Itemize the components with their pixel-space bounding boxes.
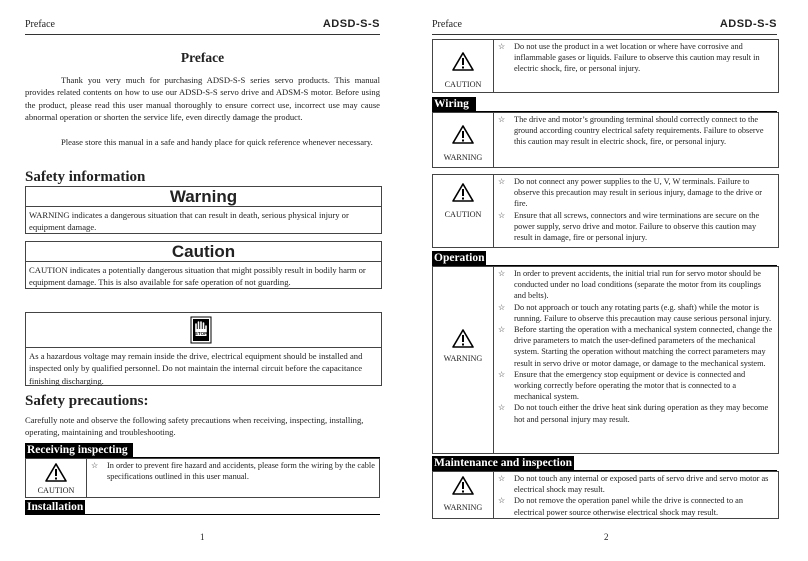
list-item: ☆ Ensure that the emergency stop equipment or device is connected and working correctly before operating the motor that is connected to a mechanical system. <box>498 369 746 402</box>
maintenance-table <box>432 471 779 519</box>
list-item: ☆ Do not touch either the drive heat sink during operation as they may become hot and personal injury may result. <box>498 403 769 424</box>
warning-text: WARNING indicates a dangerous situation that can result in death, serious physical injury or equipment damage. <box>29 210 349 233</box>
warning-triangle-icon <box>452 476 474 495</box>
page-2 <box>404 0 808 561</box>
stop-hand-icon <box>190 316 212 344</box>
header-right: ADSD-S-S <box>322 18 380 30</box>
page-number: 2 <box>604 532 609 542</box>
wiring-heading: Wiring <box>432 97 476 111</box>
caution-label: CAUTION <box>444 80 482 89</box>
header-left: Preface <box>25 19 55 30</box>
list-item: ☆ Do not touch any internal or exposed parts of servo drive and servo motor as electrical shock may result. <box>498 474 769 495</box>
list-item: ☆ In order to prevent accidents, the initial trial run for servo motor should be conducted under no load conditions (separate the motor from its couplings and belts). <box>498 269 762 301</box>
star-bullet-icon: ☆ <box>498 177 506 186</box>
header-right: ADSD-S-S <box>719 18 777 30</box>
star-bullet-icon: ☆ <box>498 42 506 51</box>
wiring-caution-table <box>432 174 779 248</box>
warning-triangle-icon <box>452 329 474 348</box>
caution-box <box>25 241 382 289</box>
warning-triangle-icon <box>45 463 67 482</box>
stop-label: STOP <box>194 331 208 337</box>
list-item: ☆ Before starting the operation with a mechanical system connected, change the drive parameters to match the user-defined parameters of the mechanical system. Starting the operation without matching the correct parameters may result in servo drive or motor damage, or damage to the mechanical system. <box>498 325 773 368</box>
environment-caution-table <box>432 39 779 93</box>
warning-label: WARNING <box>443 503 483 512</box>
list-item: ☆ Do not use the product in a wet location or where have corrosive and inflammable gases or liquids. Failure to observe this caution may result in electric shock, fire, or personal injury. <box>498 42 760 74</box>
receiving-inspecting-heading: Receiving inspecting <box>25 443 133 457</box>
star-bullet-icon: ☆ <box>498 496 506 506</box>
star-bullet-icon: ☆ <box>498 403 506 413</box>
caution-label: CAUTION <box>444 210 482 219</box>
page-header <box>25 18 380 35</box>
warning-triangle-icon <box>452 125 474 144</box>
warning-box <box>25 186 382 234</box>
stop-box <box>25 312 382 386</box>
safety-precautions-heading: Safety precautions: <box>25 393 149 409</box>
page-title: Preface <box>180 50 225 65</box>
list-item: ☆ Ensure that all screws, connectors and wire terminations are secure on the power supply, servo drive and motor. Failure to observe this caution may result in damage, fire or personal injury. <box>498 210 760 243</box>
star-bullet-icon: ☆ <box>498 269 506 278</box>
star-bullet-icon: ☆ <box>498 369 506 379</box>
safety-info-heading: Safety information <box>25 169 146 185</box>
stop-text: As a hazardous voltage may remain inside the drive, electrical equipment should be installed and inspected only by qualified personnel. Do not maintain the internal circuit before the capacitance finishing discharging. <box>29 351 363 386</box>
list-item: ☆ In order to prevent fire hazard and accidents, please form the wiring by the cable specifications outlined in this user manual. <box>91 461 375 482</box>
list-item: ☆ Do not connect any power supplies to the U, V, W terminals. Failure to observe this precaution may result in serious injury, damage to the drive or fire. <box>498 177 763 209</box>
star-bullet-icon: ☆ <box>498 325 506 335</box>
header-left: Preface <box>432 19 462 30</box>
caution-text: CAUTION indicates a potentially dangerous situation that might possibly result in bodily harm or equipment damage. This is also available for safe operation of not guarding. <box>29 265 366 288</box>
maintenance-heading: Maintenance and inspection <box>434 457 573 469</box>
warning-triangle-icon <box>452 183 474 202</box>
operation-table <box>432 266 779 454</box>
warning-triangle-icon <box>452 52 474 71</box>
star-bullet-icon: ☆ <box>498 302 506 312</box>
warning-title: Warning <box>26 187 381 207</box>
page-number: 1 <box>200 532 205 542</box>
star-bullet-icon: ☆ <box>498 210 506 220</box>
wiring-warning-table <box>432 112 779 168</box>
list-item: ☆ The drive and motor’s grounding terminal should correctly connect to the ground according country electrical safety requirements. Failure to observe this caution may result in electric shock, fire, or personal injury. <box>498 115 764 147</box>
page-header <box>432 18 777 35</box>
intro-paragraph-1: Thank you very much for purchasing ADSD-S-S series servo products. This manual provides related contents on how to use our ADSD-S-S servo drive and ADSM-S motor. Before using the product, please read this user manual thoroughly to ensure correct use, incorrect use may cause abnormal operation or shorten the service life, even directly damage the product. <box>25 75 380 122</box>
star-bullet-icon: ☆ <box>498 474 506 483</box>
list-item: ☆ Do not approach or touch any rotating parts (e.g. shaft) while the motor is running. Failure to observe this precaution may cause serious personal injury. <box>498 302 772 323</box>
caution-title: Caution <box>26 242 381 262</box>
list-item: ☆ Do not remove the operation panel while the drive is connected to an electrical power source otherwise electrical shock may result. <box>498 496 744 517</box>
star-bullet-icon: ☆ <box>91 461 99 470</box>
star-bullet-icon: ☆ <box>498 115 506 124</box>
installation-heading: Installation <box>27 501 84 513</box>
operation-heading: Operation <box>434 252 485 264</box>
warning-label: WARNING <box>443 354 483 363</box>
intro-paragraph-2: Please store this manual in a safe and handy place for quick reference whenever necessary. <box>61 137 373 147</box>
warning-label: WARNING <box>443 153 483 162</box>
receiving-table <box>25 458 380 498</box>
precautions-text: Carefully note and observe the following safety precautions when receiving, inspecting, installing, operating, maintaining and troubleshooting. <box>25 415 364 438</box>
receiving-caution-label: CAUTION <box>37 486 75 495</box>
